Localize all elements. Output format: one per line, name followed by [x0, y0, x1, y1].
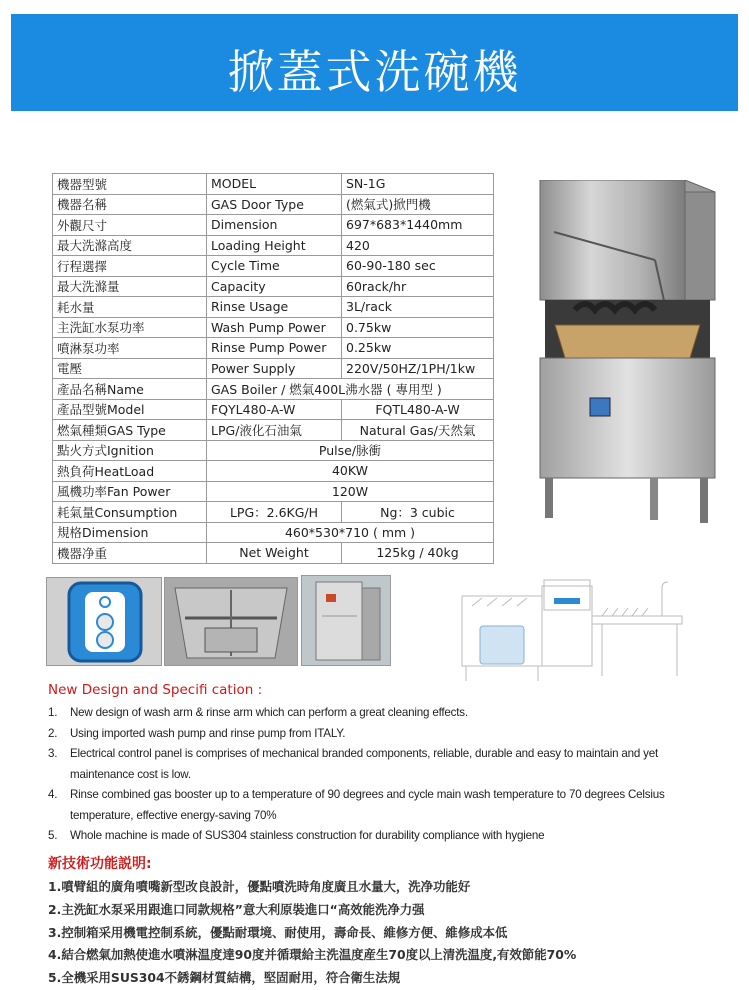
spec-value: GAS Boiler / 燃氣400L沸水器 ( 專用型 ) [207, 379, 494, 400]
spec-value: SN-1G [342, 174, 494, 195]
spec-value-left: Net Weight [207, 543, 342, 564]
spec-value: 3L/rack [342, 297, 494, 318]
table-row [53, 358, 494, 379]
spec-value-right: Ng：3 cubic [342, 502, 494, 523]
spec-label-en: Power Supply [207, 358, 342, 379]
spec-value-right: FQTL480-A-W [342, 399, 494, 420]
table-row [53, 235, 494, 256]
spec-label: 耗氣量Consumption [53, 502, 207, 523]
table-row [53, 481, 494, 502]
spec-label-en: Capacity [207, 276, 342, 297]
page-title: 掀蓋式洗碗機 [227, 45, 522, 99]
list-item: 4.結合燃氣加熱使進水噴淋温度達90度并循環給主洗温度産生70度以上清洗温度,有效節能70% [48, 947, 577, 963]
spec-label: 機器净重 [53, 543, 207, 564]
spec-value: 120W [207, 481, 494, 502]
spec-value: 220V/50HZ/1PH/1kw [342, 358, 494, 379]
spec-label: 噴淋泵功率 [53, 338, 207, 359]
features-en-heading: New Design and Specifi cation : [48, 682, 263, 698]
spec-label: 主洗缸水泵功率 [53, 317, 207, 338]
dishwasher-illustration [530, 180, 730, 530]
title-banner [11, 14, 738, 111]
table-row [53, 194, 494, 215]
spec-label: 外觀尺寸 [53, 215, 207, 236]
spec-label-en: MODEL [207, 174, 342, 195]
table-row [53, 338, 494, 359]
spec-value: Pulse/脉衝 [207, 440, 494, 461]
table-row [53, 174, 494, 195]
spec-label: 燃氣種類GAS Type [53, 420, 207, 441]
gas-booster-image [302, 576, 390, 665]
table-row [53, 317, 494, 338]
table-row [53, 502, 494, 523]
spec-value: 460*530*710 ( mm ) [207, 522, 494, 543]
features-zh-list [48, 876, 576, 990]
list-item: 1.噴臂組的廣角噴嘴新型改良設計，優點噴洗時角度廣且水量大，洗净功能好 [48, 879, 471, 894]
spec-label-en: Loading Height [207, 235, 342, 256]
list-item: 2.主洗缸水泵采用跟進口同款规格”意大利原裝進口“高效能洗净力强 [48, 901, 425, 917]
spec-table [52, 173, 494, 564]
spec-value: 60rack/hr [342, 276, 494, 297]
spec-label: 行程選擇 [53, 256, 207, 277]
spec-label: 機器型號 [53, 174, 207, 195]
spec-label-en: GAS Door Type [207, 194, 342, 215]
spec-label: 電壓 [53, 358, 207, 379]
control-panel-photo [46, 577, 162, 666]
spec-label: 風機功率Fan Power [53, 481, 207, 502]
list-item: 4. Rinse combined gas booster up to a temperature of 90 degrees and cycle main wash temperature to 70 degrees Celsius temperature, effective energy-saving 70% [48, 788, 665, 822]
list-item: 1. New design of wash arm & rinse arm which can perform a great cleaning effects. [48, 706, 468, 719]
spec-label-en: Cycle Time [207, 256, 342, 277]
list-item: 5.全機采用SUS304不銹鋼材質結構，堅固耐用，符合衛生法規 [48, 970, 401, 986]
spec-label: 耗水量 [53, 297, 207, 318]
spec-label: 規格Dimension [53, 522, 207, 543]
spec-label: 最大洗滌量 [53, 276, 207, 297]
spec-value: 40KW [207, 461, 494, 482]
table-row [53, 379, 494, 400]
table-row [53, 440, 494, 461]
spec-label: 機器名稱 [53, 194, 207, 215]
control-panel-image [47, 578, 161, 665]
spec-label: 點火方式Ignition [53, 440, 207, 461]
list-item: 5. Whole machine is made of SUS304 stainless construction for durability compliance with hygiene [48, 829, 545, 842]
spec-value: 697*683*1440mm [342, 215, 494, 236]
spec-value: (燃氣式)掀門機 [342, 194, 494, 215]
table-row [53, 399, 494, 420]
spec-label-en: Wash Pump Power [207, 317, 342, 338]
features-zh-heading: 新技術功能説明: [48, 856, 152, 872]
spec-label: 產品名稱Name [53, 379, 207, 400]
table-row [53, 276, 494, 297]
spec-value-right: 125kg / 40kg [342, 543, 494, 564]
spec-label: 產品型號Model [53, 399, 207, 420]
spec-value-right: Natural Gas/天然氣 [342, 420, 494, 441]
spec-label-en: Dimension [207, 215, 342, 236]
table-row [53, 420, 494, 441]
list-item: 2. Using imported wash pump and rinse pump from ITALY. [48, 726, 346, 740]
table-row [53, 461, 494, 482]
table-row [53, 543, 494, 564]
spec-label: 熱負荷HeatLoad [53, 461, 207, 482]
table-row [53, 256, 494, 277]
table-row [53, 215, 494, 236]
spec-value-left: FQYL480-A-W [207, 399, 342, 420]
spec-label-en: Rinse Usage [207, 297, 342, 318]
wash-chamber-image [165, 578, 297, 665]
gas-booster-photo [301, 575, 391, 666]
spec-value: 0.25kw [342, 338, 494, 359]
spec-value-left: LPG/液化石油氣 [207, 420, 342, 441]
spec-value: 0.75kw [342, 317, 494, 338]
spec-value-left: LPG：2.6KG/H [207, 502, 342, 523]
list-item: 3.控制箱采用機電控制系統，優點耐環境、耐使用，壽命長、維修方便、維修成本低 [48, 924, 508, 940]
spec-label-en: Rinse Pump Power [207, 338, 342, 359]
table-row [53, 297, 494, 318]
features-en-list [48, 703, 698, 847]
spec-value: 420 [342, 235, 494, 256]
kitchen-layout-drawing [452, 576, 692, 686]
wash-chamber-photo [164, 577, 298, 666]
spec-value: 60-90-180 sec [342, 256, 494, 277]
list-item: 3. Electrical control panel is comprises of mechanical branded components, reliable, durable and easy to maintain and yet maintenance cost is low. [48, 747, 658, 781]
table-row [53, 522, 494, 543]
spec-label: 最大洗滌高度 [53, 235, 207, 256]
